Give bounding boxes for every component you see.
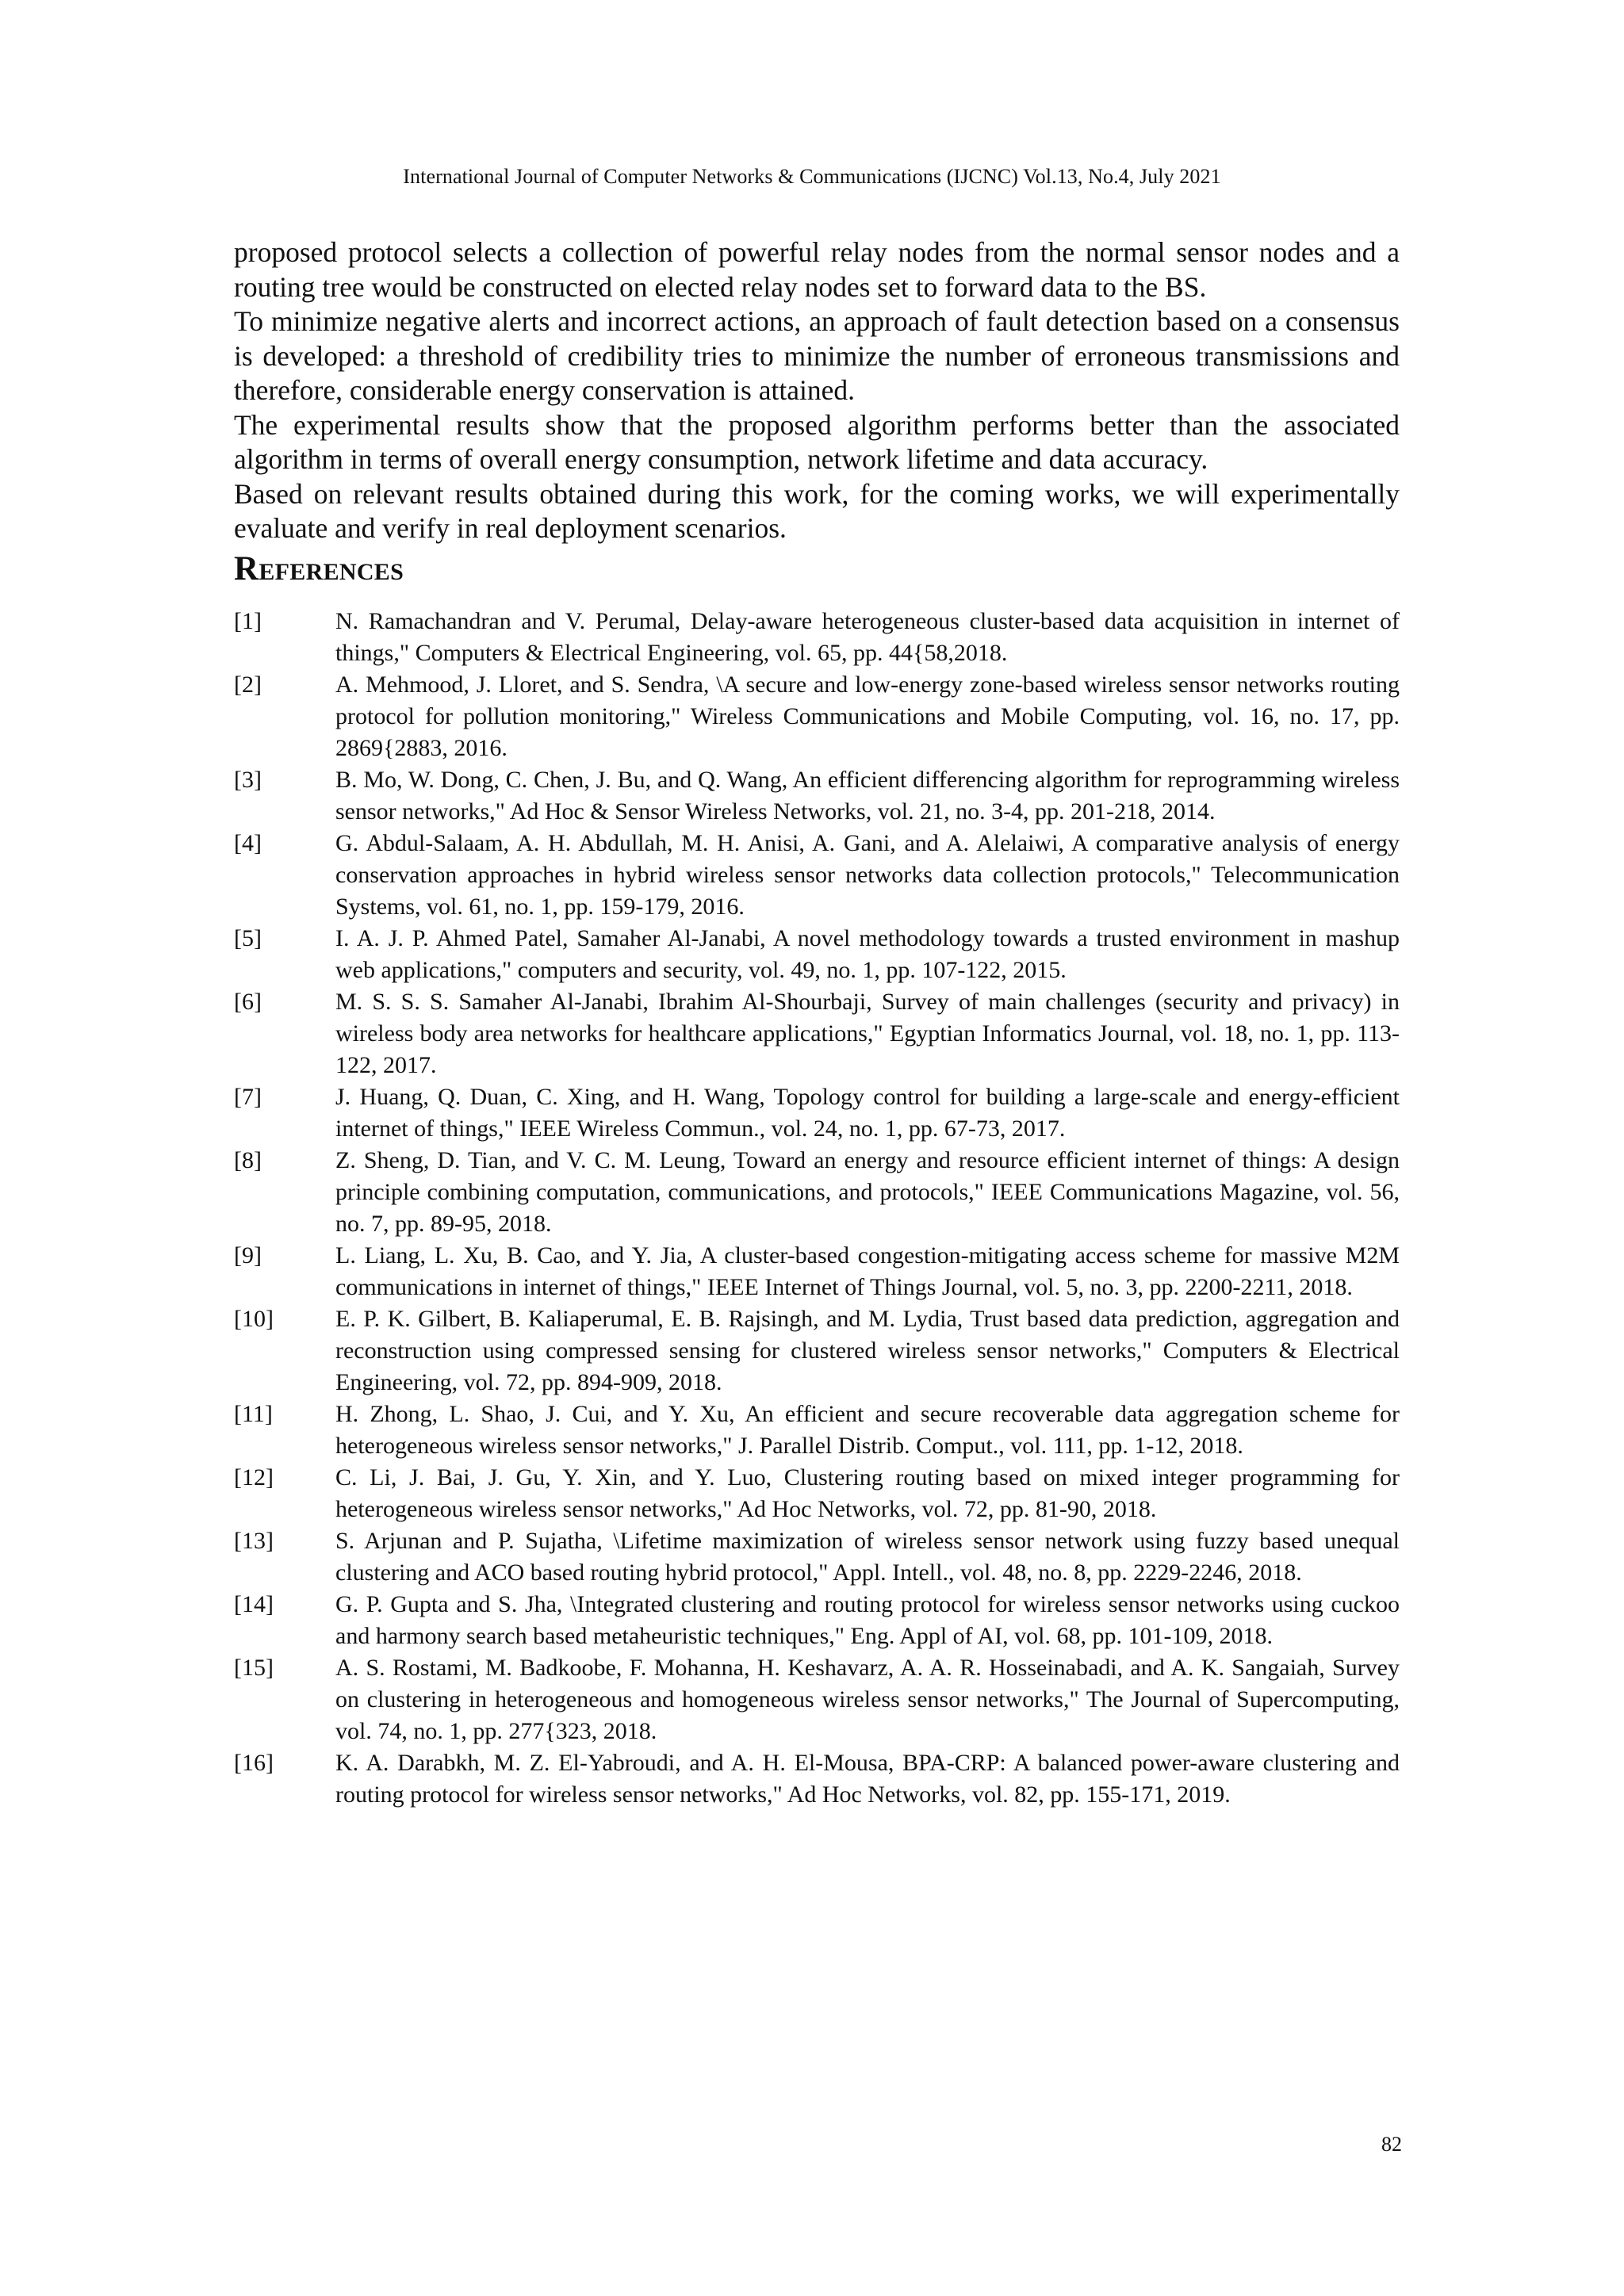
- reference-number: [2]: [234, 672, 262, 698]
- reference-item: [234, 764, 1400, 828]
- reference-item: [234, 1399, 1400, 1462]
- reference-number: [3]: [234, 767, 262, 793]
- reference-text: Z. Sheng, D. Tian, and V. C. M. Leung, Toward an energy and resource efficient internet of things: A design principle combining computation, communications, and protocols," IEEE Communications Magazine, vol. 56, no. 7, pp. 89-95, 2018.: [335, 1147, 1400, 1237]
- reference-item: [234, 669, 1400, 764]
- paragraph: To minimize negative alerts and incorrect actions, an approach of fault detection based on a consensus is developed: a threshold of credibility tries to minimize the number of erroneous transmissions and therefore, considerable energy conservation is attained.: [234, 305, 1400, 406]
- reference-text: B. Mo, W. Dong, C. Chen, J. Bu, and Q. Wang, An efficient differencing algorithm for reprogramming wireless sensor networks," Ad Hoc & Sensor Wireless Networks, vol. 21, no. 3-4, pp. 201-218, 2014.: [335, 767, 1400, 825]
- reference-item: [234, 1589, 1400, 1652]
- reference-text: C. Li, J. Bai, J. Gu, Y. Xin, and Y. Luo, Clustering routing based on mixed integer programming for heterogeneous wireless sensor networks," Ad Hoc Networks, vol. 72, pp. 81-90, 2018.: [335, 1464, 1400, 1522]
- reference-item: [234, 1747, 1400, 1811]
- references-heading: References: [234, 550, 404, 587]
- reference-text: A. S. Rostami, M. Badkoobe, F. Mohanna, H. Keshavarz, A. A. R. Hosseinabadi, and A. K. Sangaiah, Survey on clustering in heterogeneous and homogeneous wireless sensor networks," The Journal of Supercomputing, vol. 74, no. 1, pp. 277{323, 2018.: [335, 1655, 1400, 1744]
- paragraph: proposed protocol selects a collection of powerful relay nodes from the normal sensor nodes and a routing tree would be constructed on elected relay nodes set to forward data to the BS.: [234, 236, 1400, 303]
- reference-item: [234, 1652, 1400, 1747]
- reference-text: A. Mehmood, J. Lloret, and S. Sendra, \A secure and low-energy zone-based wireless sensor networks routing protocol for pollution monitoring," Wireless Communications and Mobile Computing, vol. 16, no. 17, pp. 2869{2883, 2016.: [335, 672, 1400, 761]
- reference-text: J. Huang, Q. Duan, C. Xing, and H. Wang, Topology control for building a large-scale and energy-efficient internet of things," IEEE Wireless Commun., vol. 24, no. 1, pp. 67-73, 2017.: [335, 1084, 1400, 1142]
- reference-item: [234, 1081, 1400, 1145]
- reference-item: [234, 1303, 1400, 1399]
- reference-number: [9]: [234, 1242, 262, 1269]
- reference-item: [234, 828, 1400, 923]
- reference-item: [234, 1462, 1400, 1525]
- reference-number: [16]: [234, 1750, 274, 1776]
- reference-item: [234, 1240, 1400, 1303]
- reference-text: H. Zhong, L. Shao, J. Cui, and Y. Xu, An efficient and secure recoverable data aggregation scheme for heterogeneous wireless sensor networks," J. Parallel Distrib. Comput., vol. 111, pp. 1-12, 2018.: [335, 1401, 1400, 1459]
- reference-number: [5]: [234, 925, 262, 951]
- reference-text: I. A. J. P. Ahmed Patel, Samaher Al-Janabi, A novel methodology towards a trusted environment in mashup web applications," computers and security, vol. 49, no. 1, pp. 107-122, 2015.: [335, 925, 1400, 983]
- reference-item: [234, 986, 1400, 1081]
- reference-number: [8]: [234, 1147, 262, 1173]
- reference-item: [234, 606, 1400, 669]
- reference-item: [234, 923, 1400, 986]
- reference-number: [12]: [234, 1464, 274, 1490]
- reference-text: S. Arjunan and P. Sujatha, \Lifetime maximization of wireless sensor network using fuzzy based unequal clustering and ACO based routing hybrid protocol," Appl. Intell., vol. 48, no. 8, pp. 2229-2246, 2018.: [335, 1528, 1400, 1586]
- reference-number: [10]: [234, 1306, 274, 1332]
- reference-number: [6]: [234, 989, 262, 1015]
- reference-item: [234, 1145, 1400, 1240]
- reference-text: G. P. Gupta and S. Jha, \Integrated clustering and routing protocol for wireless sensor networks using cuckoo and harmony search based metaheuristic techniques," Eng. Appl of AI, vol. 68, pp. 101-109, 2018.: [335, 1591, 1400, 1649]
- reference-list: [234, 606, 1400, 1811]
- conclusion-text: [234, 235, 1400, 546]
- paragraph: The experimental results show that the proposed algorithm performs better than the associated algorithm in terms of overall energy consumption, network lifetime and data accuracy.: [234, 408, 1400, 475]
- paragraph: Based on relevant results obtained during this work, for the coming works, we will experimentally evaluate and verify in real deployment scenarios.: [234, 477, 1400, 544]
- reference-text: N. Ramachandran and V. Perumal, Delay-aware heterogeneous cluster-based data acquisition in internet of things," Computers & Electrical Engineering, vol. 65, pp. 44{58,2018.: [335, 608, 1400, 666]
- reference-number: [11]: [234, 1401, 273, 1427]
- reference-text: L. Liang, L. Xu, B. Cao, and Y. Jia, A cluster-based congestion-mitigating access scheme for massive M2M communications in internet of things," IEEE Internet of Things Journal, vol. 5, no. 3, pp. 2200-2211, 2018.: [335, 1242, 1400, 1300]
- reference-text: K. A. Darabkh, M. Z. El-Yabroudi, and A. H. El-Mousa, BPA-CRP: A balanced power-aware clustering and routing protocol for wireless sensor networks," Ad Hoc Networks, vol. 82, pp. 155-171, 2019.: [335, 1750, 1400, 1808]
- reference-number: [7]: [234, 1084, 262, 1110]
- reference-number: [15]: [234, 1655, 274, 1681]
- reference-number: [13]: [234, 1528, 274, 1554]
- reference-text: M. S. S. S. Samaher Al-Janabi, Ibrahim Al-Shourbaji, Survey of main challenges (security and privacy) in wireless body area networks for healthcare applications," Egyptian Informatics Journal, vol. 18, no. 1, pp. 113-122, 2017.: [335, 989, 1400, 1078]
- reference-text: E. P. K. Gilbert, B. Kaliaperumal, E. B. Rajsingh, and M. Lydia, Trust based data prediction, aggregation and reconstruction using compressed sensing for clustered wireless sensor networks," Computers & Electrical Engineering, vol. 72, pp. 894-909, 2018.: [335, 1306, 1400, 1395]
- page-number: 82: [1381, 2133, 1402, 2156]
- reference-number: [4]: [234, 830, 262, 856]
- reference-number: [14]: [234, 1591, 274, 1617]
- reference-number: [1]: [234, 608, 262, 634]
- reference-text: G. Abdul-Salaam, A. H. Abdullah, M. H. Anisi, A. Gani, and A. Alelaiwi, A comparative analysis of energy conservation approaches in hybrid wireless sensor networks data collection protocols," Telecommunication Systems, vol. 61, no. 1, pp. 159-179, 2016.: [335, 830, 1400, 920]
- running-header: International Journal of Computer Networks & Communications (IJCNC) Vol.13, No.4, July 2021: [403, 165, 1221, 188]
- reference-item: [234, 1525, 1400, 1589]
